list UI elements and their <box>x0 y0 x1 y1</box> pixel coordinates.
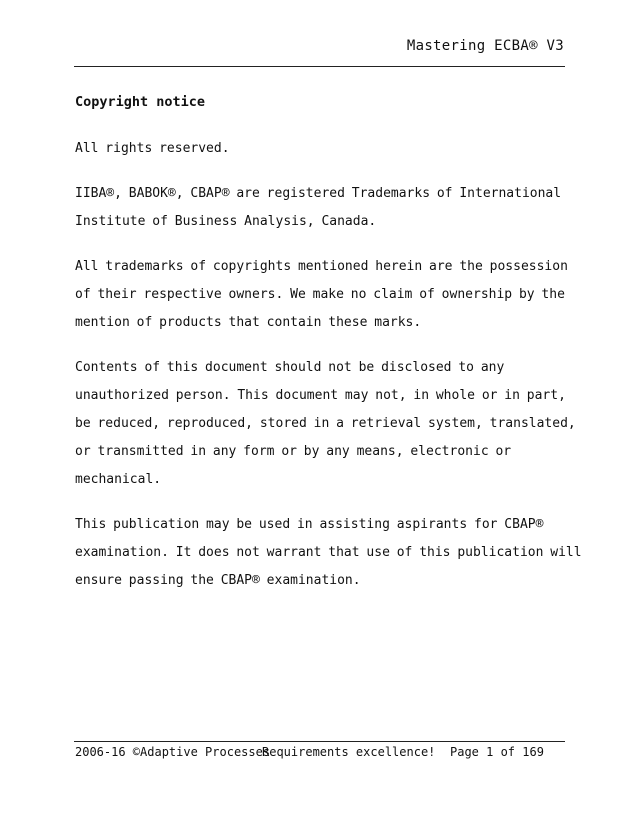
paragraph-line: IIBA®, BABOK®, CBAP® are registered Trademarks of International <box>75 186 562 201</box>
paragraph-line: Contents of this document should not be disclosed to any <box>75 360 505 375</box>
paragraph-line: or transmitted in any form or by any means, electronic or <box>75 444 512 459</box>
paragraph-line: All trademarks of copyrights mentioned herein are the possession <box>75 259 568 274</box>
paragraph-line: mention of products that contain these marks. <box>75 315 422 330</box>
footer-divider <box>74 741 565 742</box>
paragraph-line: All rights reserved. <box>75 141 230 156</box>
paragraph-line: examination. It does not warrant that use of this publication will <box>75 545 582 560</box>
paragraph-line: unauthorized person. This document may not, in whole or in part, <box>75 388 566 403</box>
paragraph-line: of their respective owners. We make no claim of ownership by the <box>75 287 565 302</box>
header-divider <box>74 66 565 67</box>
header-title: Mastering ECBA® V3 <box>406 38 564 54</box>
paragraph-ownership <box>75 253 568 337</box>
section-heading: Copyright notice <box>75 94 206 110</box>
paragraph-trademarks <box>75 180 565 236</box>
paragraph-line: Institute of Business Analysis, Canada. <box>75 214 377 229</box>
footer-page-number: Page 1 of 169 <box>450 745 544 759</box>
paragraph-line: be reduced, reproduced, stored in a retrieval system, translated, <box>75 416 576 431</box>
paragraph-line: This publication may be used in assisting aspirants for CBAP® <box>75 517 544 532</box>
footer-copyright: 2006-16 ©Adaptive Processes <box>75 745 271 759</box>
page-content <box>75 92 582 612</box>
paragraph-disclaimer <box>75 511 582 595</box>
paragraph-disclosure <box>75 354 576 494</box>
footer-tagline: Requirements excellence! <box>262 745 436 759</box>
paragraph-rights <box>75 135 565 163</box>
paragraph-line: mechanical. <box>75 472 162 487</box>
paragraph-line: ensure passing the CBAP® examination. <box>75 573 361 588</box>
